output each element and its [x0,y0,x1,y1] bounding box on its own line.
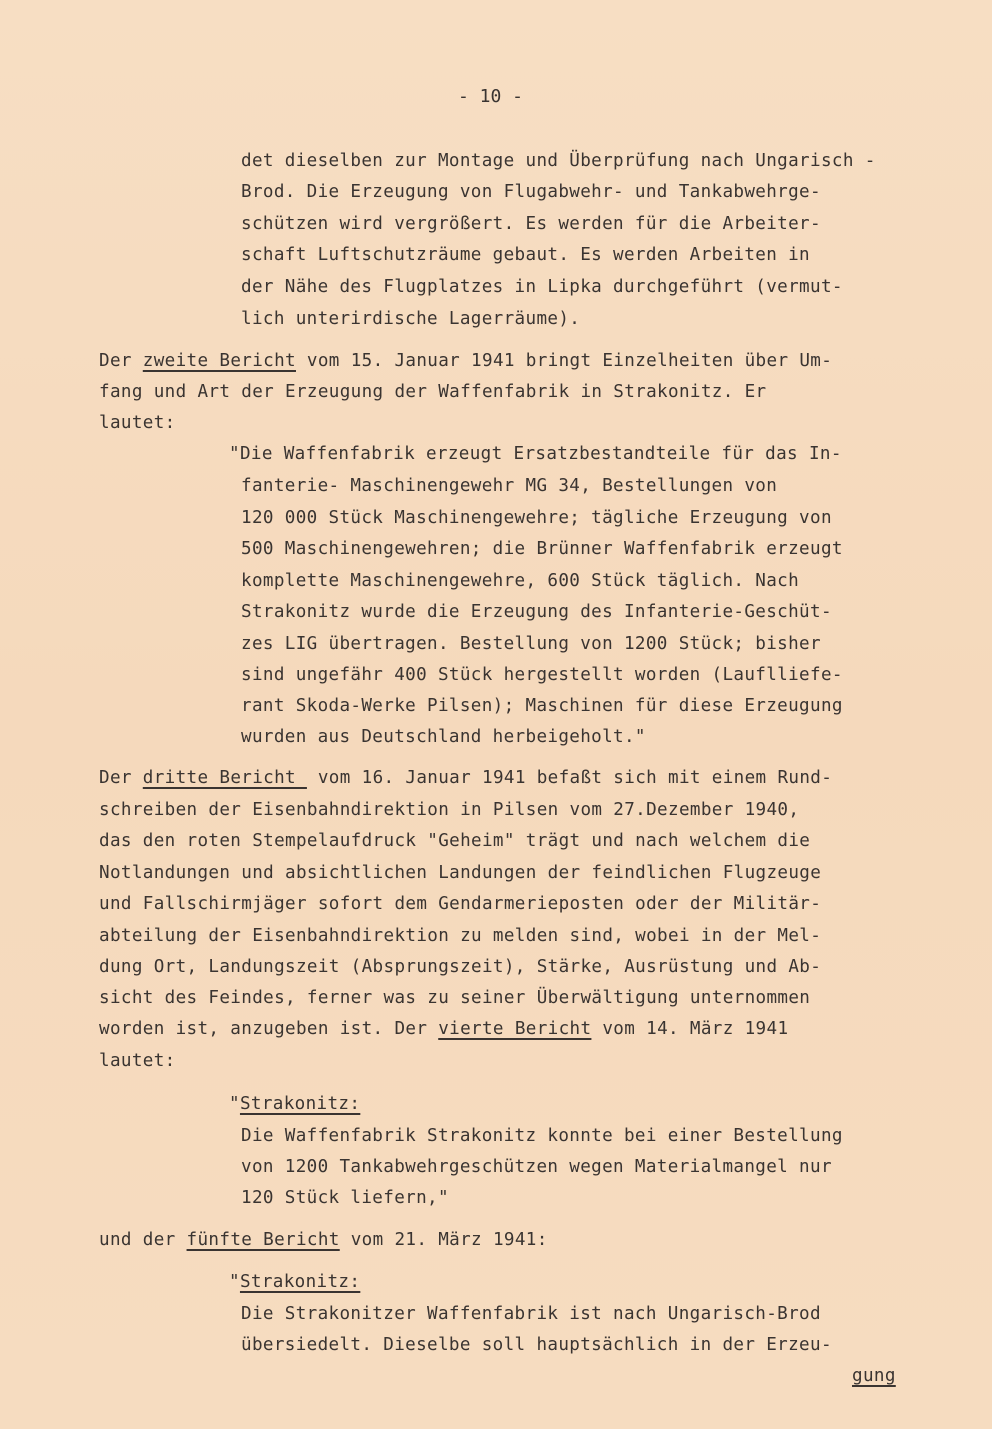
text-line: 500 Maschinengewehren; die Brünner Waffenfabrik erzeugt [241,539,843,559]
text-line: "Strakonitz: [229,1094,361,1114]
catchword: gung [852,1366,896,1386]
text-line: das den roten Stempelaufdruck "Geheim" trägt und nach welchem die [99,831,811,851]
text-line: und der fünfte Bericht vom 21. März 1941: [99,1230,548,1250]
text-line: det dieselben zur Montage und Überprüfung nach Ungarisch - [241,151,876,171]
underlined-report-name: dritte Bericht [142,768,307,788]
underlined-report-name: fünfte Bericht [186,1230,340,1250]
text-line: schützen wird vergrößert. Es werden für die Arbeiter- [241,214,821,234]
text-line: wurden aus Deutschland herbeigeholt." [241,727,646,747]
text-line: fanterie- Maschinengewehr MG 34, Bestellungen von [241,476,778,496]
text-line: Die Waffenfabrik Strakonitz konnte bei einer Bestellung [241,1126,843,1146]
text-line: 120 000 Stück Maschinengewehre; tägliche Erzeugung von [241,508,832,528]
text-line: komplette Maschinengewehre, 600 Stück täglich. Nach [241,571,800,591]
text-line: abteilung der Eisenbahndirektion zu melden sind, wobei in der Mel- [99,926,822,946]
text-line: Notlandungen und absichtlichen Landungen der feindlichen Flugzeuge [99,863,822,883]
page-number: - 10 - [458,86,524,107]
text-line: 120 Stück liefern," [241,1188,449,1208]
text-line: Der zweite Bericht vom 15. Januar 1941 bringt Einzelheiten über Um- [99,351,833,371]
text-line: lich unterirdische Lagerräume). [241,309,581,329]
text-line: worden ist, anzugeben ist. Der vierte Bericht vom 14. März 1941 [99,1019,789,1039]
text-line: lautet: [99,413,176,433]
text-line: schaft Luftschutzräume gebaut. Es werden Arbeiten in [241,245,811,265]
text-line: Der dritte Bericht vom 16. Januar 1941 befaßt sich mit einem Rund- [99,768,833,788]
text-line: von 1200 Tankabwehrgeschützen wegen Materialmangel nur [241,1157,832,1177]
text-line: dung Ort, Landungszeit (Absprungszeit), Stärke, Ausrüstung und Ab- [99,957,822,977]
text-line: fang und Art der Erzeugung der Waffenfabrik in Strakonitz. Er [99,382,767,402]
underlined-heading: Strakonitz: [239,1094,361,1114]
text-line: der Nähe des Flugplatzes in Lipka durchgeführt (vermut- [241,277,843,297]
underlined-heading: Strakonitz: [239,1272,361,1292]
text-line: Strakonitz wurde die Erzeugung des Infanterie-Geschüt- [241,602,832,622]
text-line: rant Skoda-Werke Pilsen); Maschinen für diese Erzeugung [241,696,843,716]
text-line: zes LIG übertragen. Bestellung von 1200 Stück; bisher [241,634,821,654]
text-line: Die Strakonitzer Waffenfabrik ist nach Ungarisch-Brod [241,1304,821,1324]
text-line: sicht des Feindes, ferner was zu seiner Überwältigung unternommen [99,988,811,1008]
text-line: "Die Waffenfabrik erzeugt Ersatzbestandteile für das In- [229,444,842,464]
underlined-report-name: zweite Bericht [142,351,296,371]
text-line: und Fallschirmjäger sofort dem Gendarmerieposten oder der Militär- [99,894,822,914]
text-line: übersiedelt. Dieselbe soll hauptsächlich in der Erzeu- [241,1335,832,1355]
text-line: Brod. Die Erzeugung von Flugabwehr- und Tankabwehrge- [241,182,821,202]
text-line: lautet: [99,1051,176,1071]
text-line: sind ungefähr 400 Stück hergestellt worden (Lauflliefe- [241,665,843,685]
text-line: schreiben der Eisenbahndirektion in Pilsen vom 27.Dezember 1940, [99,800,800,820]
underlined-report-name: vierte Bericht [438,1019,592,1039]
text-line: "Strakonitz: [229,1272,361,1292]
